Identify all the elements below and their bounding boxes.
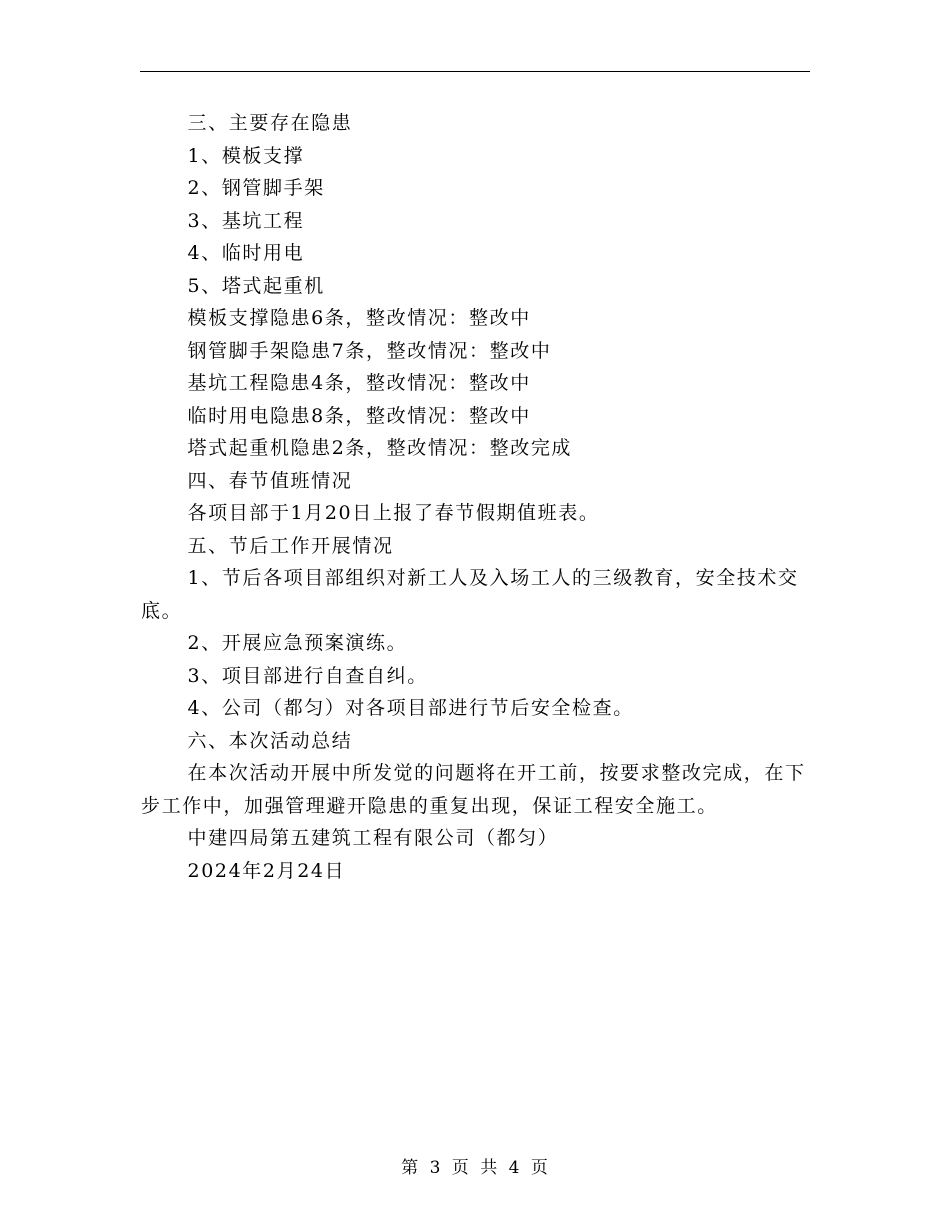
hazard-item-foundation-pit: 3、基坑工程 <box>187 209 305 232</box>
document-body <box>141 107 809 887</box>
signature-company: 中建四局第五建筑工程有限公司（都匀） <box>187 827 559 849</box>
hazard-item-temporary-power: 4、临时用电 <box>187 242 305 264</box>
summary-paragraph: 在本次活动开展中所发觉的问题将在开工前，按要求整改完成，在下步工作中，加强管理避开隐患的重复出现，保证工程安全施工。 <box>141 762 806 817</box>
section-heading-post-holiday: 五、节后工作开展情况 <box>187 534 394 557</box>
section-heading-duty: 四、春节值班情况 <box>187 469 353 492</box>
post-holiday-item-2: 2、开展应急预案演练。 <box>187 632 408 654</box>
post-holiday-item-1: 1、节后各项目部组织对新工人及入场工人的三级教育，安全技术交底。 <box>141 567 799 622</box>
header-rule <box>140 71 810 72</box>
duty-paragraph: 各项目部于1月20日上报了春节假期值班表。 <box>187 502 600 524</box>
hazard-count-scaffold: 钢管脚手架隐患7条，整改情况：整改中 <box>187 339 552 362</box>
page-number-footer: 第 3 页 共 4 页 <box>401 1158 549 1178</box>
hazard-item-formwork: 1、模板支撑 <box>187 144 305 167</box>
hazard-item-tower-crane: 5、塔式起重机 <box>187 274 325 297</box>
signature-date: 2024年2月24日 <box>187 859 346 882</box>
section-heading-summary: 六、本次活动总结 <box>187 729 353 752</box>
post-holiday-item-4: 4、公司（都匀）对各项目部进行节后安全检查。 <box>187 697 634 719</box>
hazard-item-scaffold: 2、钢管脚手架 <box>187 177 325 199</box>
hazard-count-formwork: 模板支撑隐患6条，整改情况：整改中 <box>187 307 531 329</box>
post-holiday-item-3: 3、项目部进行自查自纠。 <box>187 664 428 687</box>
hazard-count-foundation-pit: 基坑工程隐患4条，整改情况：整改中 <box>187 372 531 394</box>
hazard-count-temporary-power: 临时用电隐患8条，整改情况：整改中 <box>187 404 531 427</box>
section-heading-hazards: 三、主要存在隐患 <box>187 112 353 134</box>
hazard-count-tower-crane: 塔式起重机隐患2条，整改情况：整改完成 <box>187 437 573 459</box>
